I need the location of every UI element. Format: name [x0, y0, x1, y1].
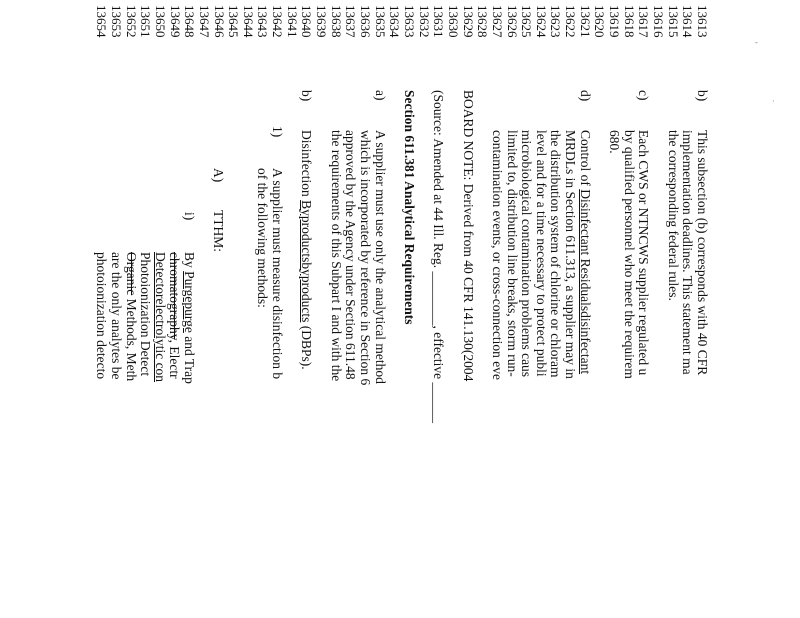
line-number: 13615	[665, 5, 681, 38]
source-note: (Source: Amended at 44 Ill. Reg. ________, effective ______	[431, 90, 447, 424]
line-number: 13613	[695, 5, 710, 38]
text-line: contamination events, or cross-connection eve	[489, 130, 505, 381]
line-number: 13629	[460, 5, 476, 38]
line-number: 13649	[167, 5, 183, 38]
text-line: implementation deadlines. This statement ma	[680, 130, 696, 375]
line-number: 13631	[431, 5, 447, 38]
text-line: photoionization detecto	[94, 252, 110, 380]
line-number: 13626	[504, 5, 520, 38]
line-number: 13616	[651, 5, 667, 38]
scan-speck: ·	[772, 97, 775, 106]
text-fragment: By	[182, 252, 198, 272]
text-line	[152, 252, 168, 382]
line-number: 13625	[519, 5, 535, 38]
line-number: 13614	[680, 5, 696, 38]
line-number: 13647	[196, 5, 212, 38]
text-line	[123, 252, 139, 381]
label-i: i)	[182, 212, 198, 221]
label-d: d)	[577, 90, 593, 102]
line-number: 13645	[226, 5, 242, 38]
scan-speck: -	[755, 38, 758, 47]
label-c: c)	[636, 90, 652, 101]
line-number: 13650	[152, 5, 168, 38]
text-line: the corresponding federal rules.	[665, 130, 681, 301]
line-number: 13623	[548, 5, 564, 38]
text-line	[298, 130, 314, 370]
text-fragment: , Electr	[167, 339, 183, 379]
text-line: This subsection (b) corresponds with 40 CFR	[695, 130, 710, 376]
text-line: A supplier must measure disinfection b	[270, 168, 285, 380]
line-number: 13619	[607, 5, 623, 38]
text-line: A supplier must use only the analytical method	[372, 130, 388, 384]
text-line	[167, 252, 183, 379]
label-A: A)	[211, 168, 227, 183]
edited-text: Byproductsbyproducts	[299, 200, 315, 323]
line-number: 13640	[299, 5, 315, 38]
line-number: 13621	[577, 5, 593, 38]
line-number: 13634	[387, 5, 403, 38]
section-heading: Section 611.381 Analytical Requirements	[402, 90, 417, 325]
line-number: 13622	[563, 5, 579, 38]
text-fragment: and Trap	[182, 332, 198, 384]
text-line	[577, 130, 593, 374]
line-number: 13632	[416, 5, 432, 38]
line-number: 13653	[109, 5, 124, 38]
line-number: 13633	[402, 5, 417, 38]
label-b-2: b)	[299, 90, 315, 102]
text-fragment: Disinfection	[299, 130, 315, 201]
line-number: 13617	[636, 5, 652, 38]
line-number: 13643	[255, 5, 271, 38]
label-b: b)	[695, 90, 710, 102]
label-1: 1)	[270, 126, 285, 138]
label-a: a)	[372, 90, 388, 101]
inserted-text: Disinfectant Residualsdisinfectant	[577, 189, 593, 375]
text-line: approved by the Agency under Section 611.48	[343, 130, 359, 380]
text-line: TTHM:	[211, 210, 227, 252]
text-line: MRDLs in Section 611.313, a supplier may in	[563, 130, 579, 379]
line-number: 13651	[138, 5, 154, 38]
edited-text: Purgepurge	[182, 271, 198, 333]
text-line: of the following methods:	[255, 168, 271, 308]
text-line: 680.	[607, 130, 623, 154]
text-line: the distribution system of chlorine or chloram	[548, 130, 564, 378]
line-number: 13642	[270, 5, 286, 38]
line-number: 13652	[123, 5, 139, 38]
text-fragment: Control of	[577, 130, 593, 190]
line-number: 13648	[182, 5, 198, 38]
text-line: by qualified personnel who meet the requirem	[621, 130, 637, 379]
line-number: 13639	[314, 5, 330, 38]
line-number: 13624	[533, 5, 549, 38]
board-note: BOARD NOTE: Derived from 40 CFR 141.130(2004	[460, 90, 476, 382]
text-line: level and for a time necessary to protect publi	[533, 130, 549, 377]
line-number: 13641	[284, 5, 300, 38]
line-number: 13636	[358, 5, 374, 38]
line-number: 13628	[475, 5, 491, 38]
rotated-document-text	[70, 5, 710, 618]
line-number: 13646	[211, 5, 227, 38]
text-line: are the only analytes be	[108, 252, 124, 380]
text-line	[181, 252, 197, 384]
text-line: Photoionization Detect	[138, 252, 154, 377]
text-fragment: Methods, Meth	[123, 295, 139, 382]
deleted-text: Organic	[123, 252, 139, 296]
edited-text: Detectorelectrolytic con	[152, 252, 168, 383]
text-line: which is incorporated by reference in Section 6	[358, 130, 374, 386]
line-number: 13627	[489, 5, 505, 38]
line-number: 13618	[621, 5, 637, 38]
text-line: microbiological contamination problems caus	[519, 130, 535, 378]
line-number: 13637	[343, 5, 359, 38]
line-number: 13630	[445, 5, 461, 38]
line-number: 13654	[94, 5, 110, 38]
line-number: 13638	[328, 5, 344, 38]
line-number: 13635	[372, 5, 388, 38]
text-fragment: (DBPs).	[299, 322, 315, 370]
line-number: 13644	[240, 5, 256, 38]
text-line: the requirements of this Subpart I and with the	[328, 130, 344, 382]
line-number: 13620	[592, 5, 608, 38]
text-line: Each CWS or NTNCWS supplier regulated u	[636, 130, 652, 376]
text-line: limited to, distribution line breaks, storm run-	[504, 130, 520, 377]
deleted-text: chromatography	[167, 252, 183, 340]
